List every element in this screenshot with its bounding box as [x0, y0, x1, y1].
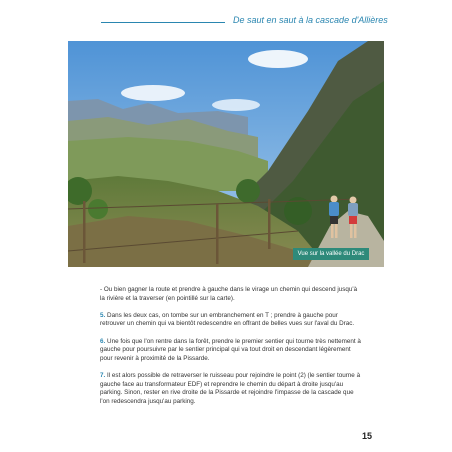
photo-caption: Vue sur la vallée du Drac	[293, 248, 369, 260]
paragraph	[100, 338, 362, 364]
paragraph-text: Dans les deux cas, on tombe sur un embranchement en T ; prendre à gauche pour retrouver un chemin qui va bientôt redescendre en offrant de belles vues sur l'aval du Drac.	[100, 311, 355, 328]
paragraph-text: Une fois que l'on rentre dans la forêt, prendre le premier sentier qui tourne très nettement à gauche pour poursuivre par le sentier principal qui va tout droit en descendant légèrement pour revenir à proximité de la Pissarde.	[100, 337, 361, 362]
page-header-title: De saut en saut à la cascade d'Allières	[233, 15, 388, 25]
step-number: 7.	[100, 371, 106, 379]
page-number: 15	[362, 431, 373, 441]
body-text	[100, 286, 362, 415]
paragraph-text: Il est alors possible de retraverser le ruisseau pour rejoindre le point (2) (le sentier tourne à gauche face au transformateur EDF) et reprendre le chemin du départ à droite jusqu'au parking. Sinon, rester en rive droite de la Pissarde et rejoindre l'impasse de la cascade que l'on redescendra jusqu'au parking.	[100, 371, 361, 405]
paragraph	[100, 372, 362, 406]
paragraph	[100, 312, 362, 329]
header-rule	[101, 22, 225, 23]
paragraph	[100, 286, 362, 303]
step-number: 5.	[100, 311, 106, 319]
valley-photo	[68, 41, 384, 267]
paragraph-text: - Ou bien gagner la route et prendre à gauche dans le virage un chemin qui descend jusqu'à la rivière et la traverser (en pointillé sur la carte).	[100, 286, 358, 302]
step-number: 6.	[100, 337, 106, 345]
